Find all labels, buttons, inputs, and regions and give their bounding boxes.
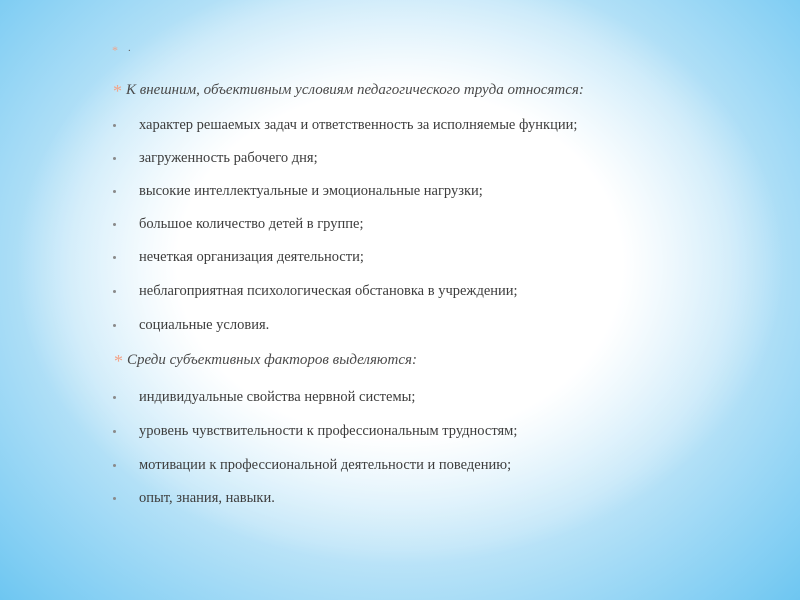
list-item-text: индивидуальные свойства нервной системы; [139, 389, 416, 405]
bullet-dot-icon [113, 256, 116, 259]
list-item-text: социальные условия. [139, 317, 270, 333]
section-heading-subjective: Среди субъективных факторов выделяются: [127, 352, 417, 368]
bullet-dot-icon [113, 396, 116, 399]
bullet-dot-icon [113, 464, 116, 467]
asterisk-icon: * [114, 351, 123, 371]
bullet-dot-icon [113, 430, 116, 433]
bullet-dot-icon [113, 124, 116, 127]
bullet-dot-icon [113, 190, 116, 193]
list-item-text: уровень чувствительности к профессиональным трудностям; [139, 423, 518, 439]
list-item-text: опыт, знания, навыки. [139, 490, 275, 506]
list-item-text: загруженность рабочего дня; [139, 150, 318, 166]
asterisk-icon: * [113, 81, 122, 101]
bullet-dot-icon [113, 290, 116, 293]
section-heading-external: К внешним, объективным условиям педагогического труда относятся: [126, 82, 584, 98]
list-item-text: большое количество детей в группе; [139, 216, 364, 232]
bullet-dot-icon [113, 157, 116, 160]
bullet-dot-icon [113, 497, 116, 500]
list-item-text: мотивации к профессиональной деятельности и поведению; [139, 457, 512, 473]
list-item-text: высокие интеллектуальные и эмоциональные нагрузки; [139, 183, 483, 199]
asterisk-icon: * [112, 43, 118, 57]
list-item-text: характер решаемых задач и ответственность за исполняемые функции; [139, 117, 578, 133]
list-item-text: неблагоприятная психологическая обстановка в учреждении; [139, 283, 518, 299]
list-item-text: нечеткая организация деятельности; [139, 249, 364, 265]
intro-dot: . [128, 42, 131, 54]
bullet-dot-icon [113, 223, 116, 226]
bullet-dot-icon [113, 324, 116, 327]
